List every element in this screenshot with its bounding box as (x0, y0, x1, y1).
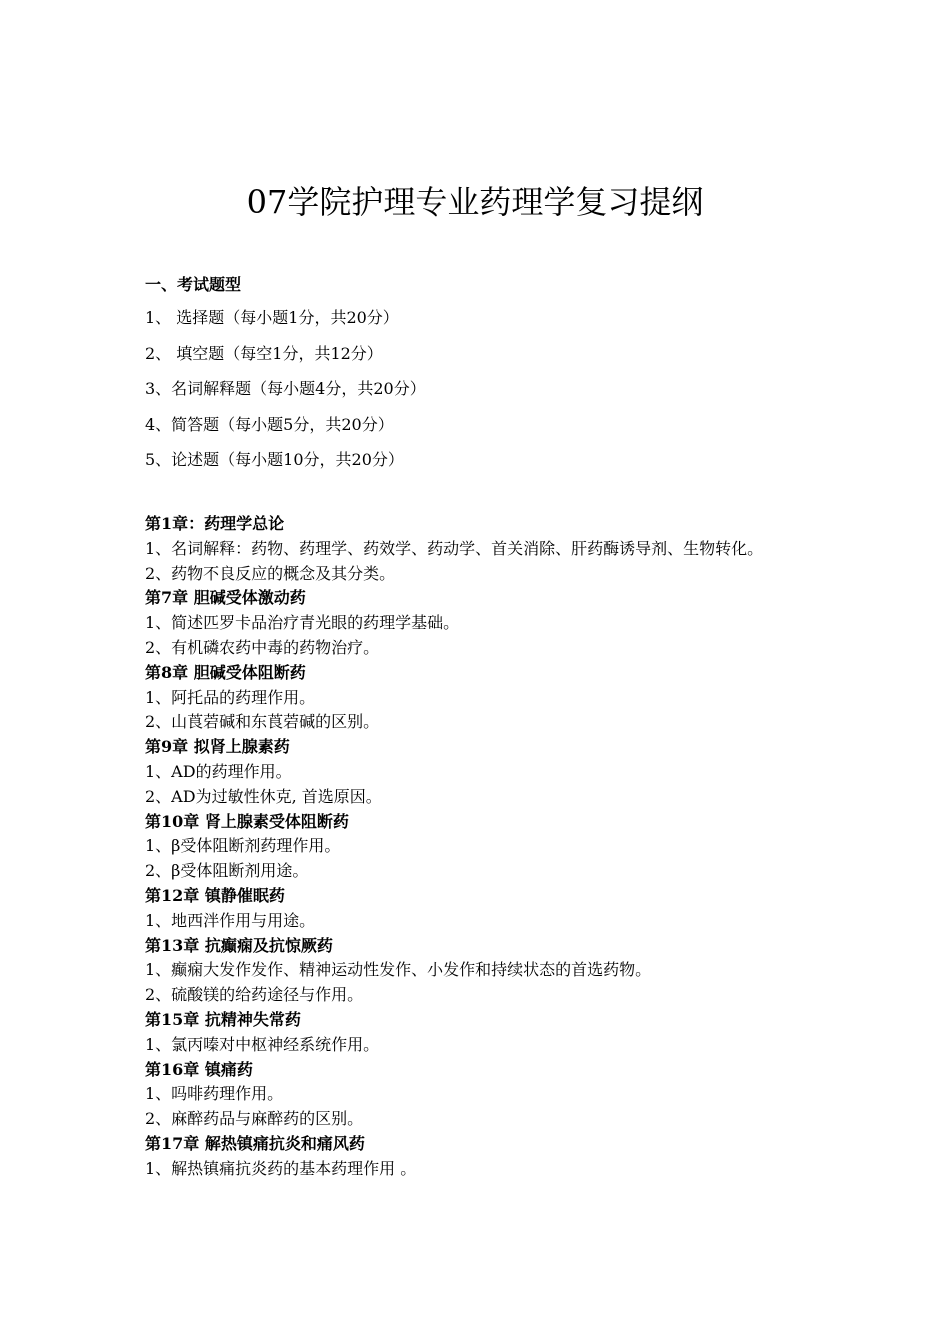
chapter-item: 2、β受体阻断剂用途。 (145, 861, 309, 881)
exam-type-item: 5、论述题（每小题10分，共20分） (145, 450, 404, 469)
chapter-title: 第10章 肾上腺素受体阻断药 (145, 811, 349, 831)
chapter-item: 1、解热镇痛抗炎药的基本药理作用 。 (145, 1158, 417, 1178)
exam-types-heading: 一、考试题型 (145, 275, 242, 294)
exam-type-item: 1、 选择题（每小题1分，共20分） (145, 308, 399, 327)
exam-type-item: 3、名词解释题（每小题4分，共20分） (145, 379, 426, 398)
chapter-title: 第15章 抗精神失常药 (145, 1009, 301, 1029)
chapter-item: 1、阿托品的药理作用。 (145, 687, 316, 707)
chapter-title: 第12章 镇静催眠药 (145, 885, 285, 905)
chapter-item: 1、地西泮作用与用途。 (145, 910, 316, 930)
chapter-title: 第8章 胆碱受体阻断药 (145, 662, 306, 682)
chapter-item: 1、简述匹罗卡品治疗青光眼的药理学基础。 (145, 613, 460, 633)
chapter-title: 第1章：药理学总论 (145, 514, 285, 533)
chapter-item: 1、癫痫大发作发作、精神运动性发作、小发作和持续状态的首选药物。 (145, 960, 652, 980)
chapter-item: 2、山莨菪碱和东莨菪碱的区别。 (145, 712, 380, 732)
exam-type-item: 2、 填空题（每空1分，共12分） (145, 343, 383, 363)
chapter-item: 1、β受体阻断剂药理作用。 (145, 836, 341, 856)
chapter-outline (145, 512, 815, 1182)
chapter-item: 1、吗啡药理作用。 (145, 1084, 284, 1104)
chapter-item: 2、麻醉药品与麻醉药的区别。 (145, 1109, 364, 1129)
chapter-title: 第7章 胆碱受体激动药 (145, 588, 306, 608)
chapter-title: 第9章 拟肾上腺素药 (145, 737, 290, 757)
chapter-title: 第13章 抗癫痫及抗惊厥药 (145, 935, 333, 955)
chapter-title: 第17章 解热镇痛抗炎和痛风药 (145, 1133, 365, 1153)
chapter-item: 1、名词解释：药物、药理学、药效学、药动学、首关消除、肝药酶诱导剂、生物转化。 (145, 538, 764, 558)
exam-type-item: 4、简答题（每小题5分，共20分） (145, 414, 394, 434)
document-title: 07学院护理专业药理学复习提纲 (246, 183, 704, 221)
exam-types-section (145, 273, 825, 484)
chapter-item: 1、氯丙嗪对中枢神经系统作用。 (145, 1034, 380, 1054)
chapter-item: 2、药物不良反应的概念及其分类。 (145, 563, 396, 583)
chapter-item: 2、有机磷农药中毒的药物治疗。 (145, 637, 380, 657)
chapter-title: 第16章 镇痛药 (145, 1059, 253, 1079)
chapter-item: 1、AD的药理作用。 (145, 761, 292, 781)
chapter-item: 2、AD为过敏性休克, 首选原因。 (145, 786, 382, 806)
chapter-item: 2、硫酸镁的给药途径与作用。 (145, 985, 364, 1005)
